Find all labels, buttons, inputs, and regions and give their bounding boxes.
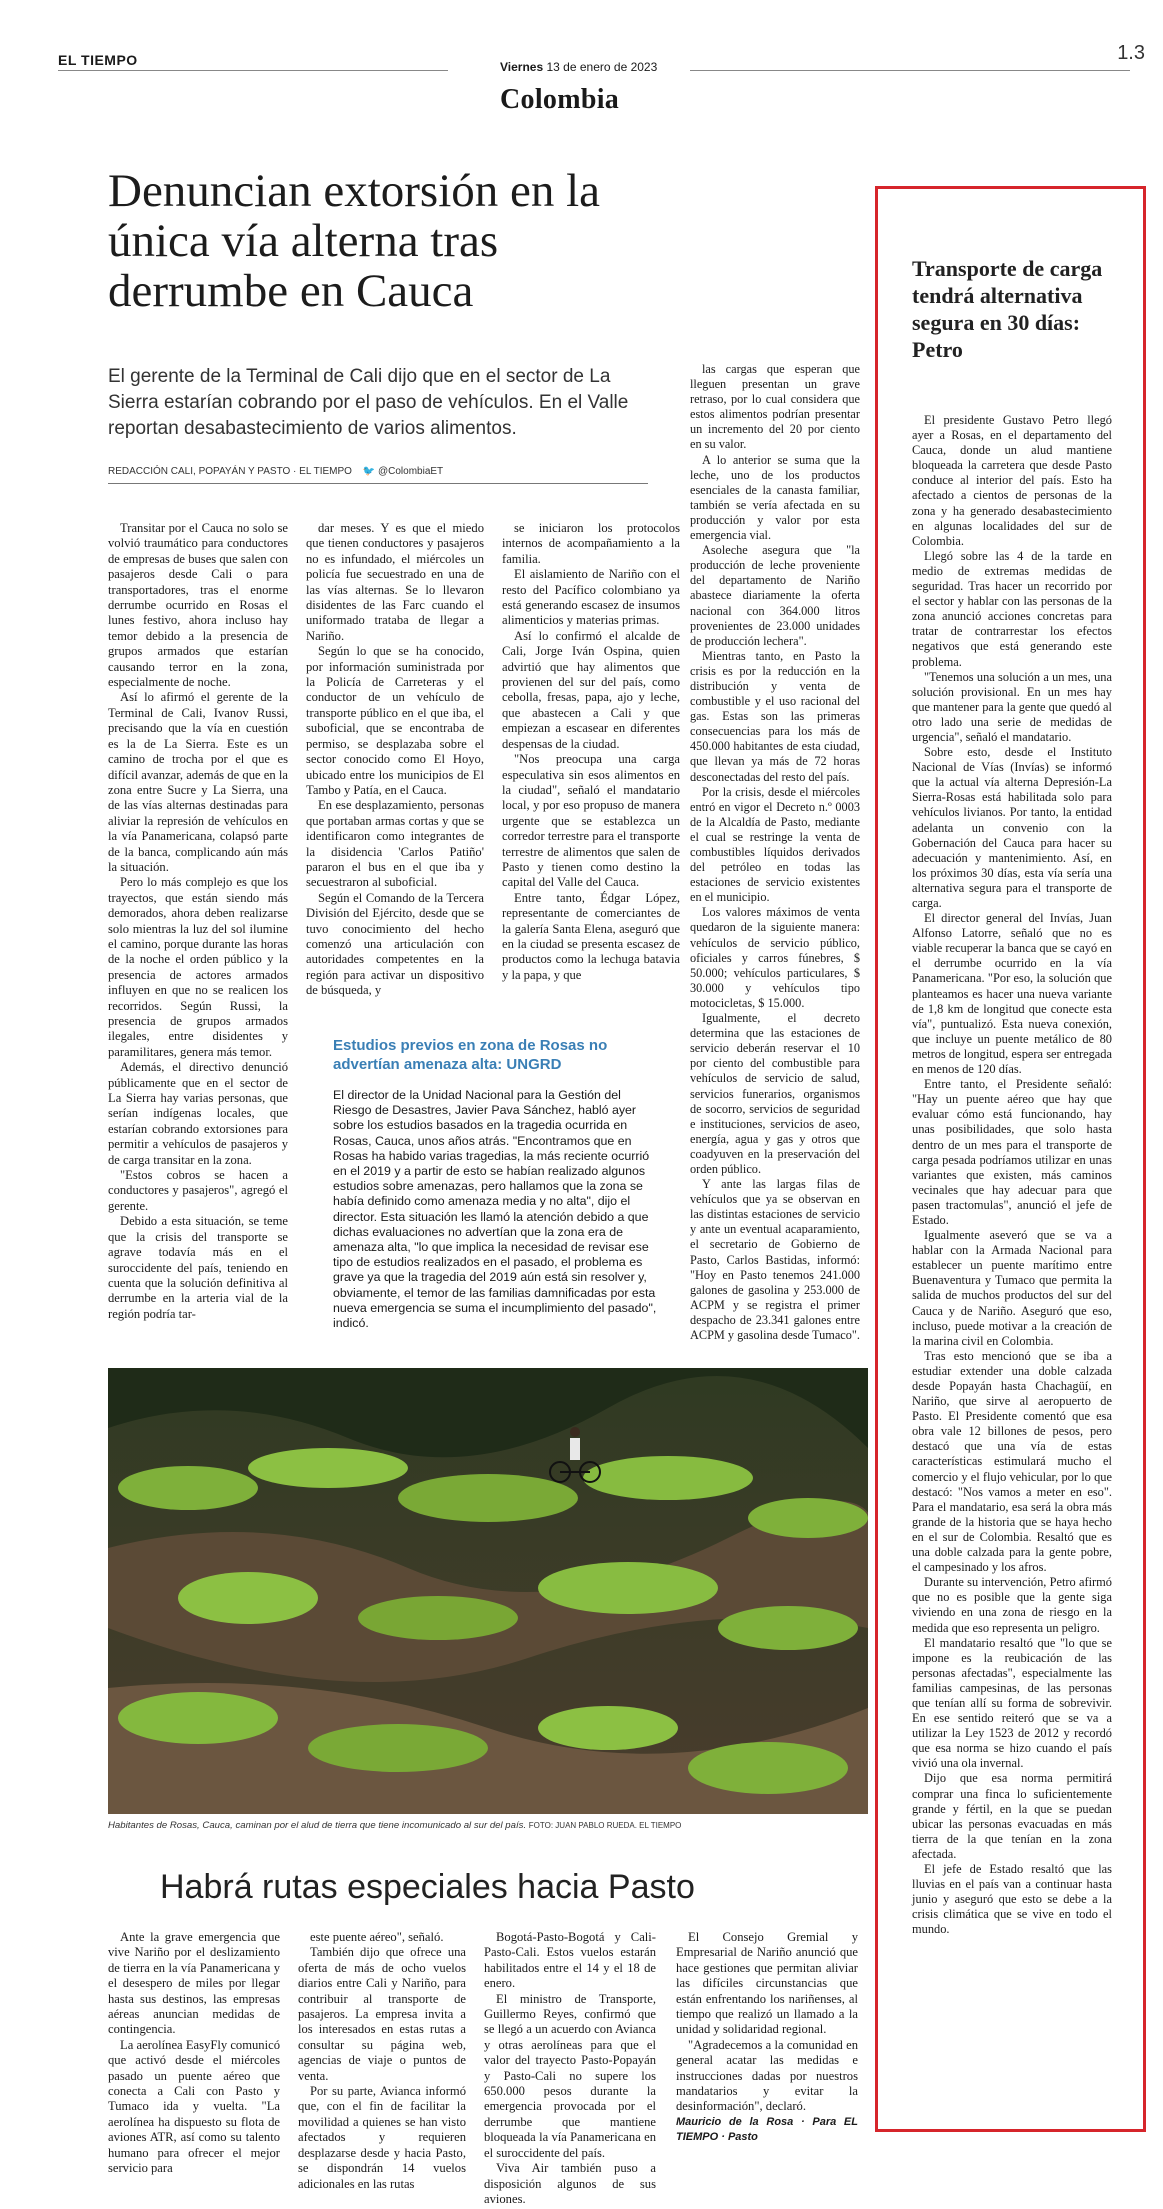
paragraph: El director general del Invías, Juan Alfonso Latorre, señaló que no es viable recuperar la banca que se cayó en el derrumbe ocurrido en la vía Panamericana. "Por eso, la solución que planteamos es hacer una nueva variante de 1,8 km de longitud que conecte esta vía", puntualizó. Esta nueva conexión, que incluye un puente metálico de 80 metros de longitud, espera ser entregada en menos de 120 días. [912, 911, 1112, 1077]
paragraph: Entre tanto, el Presidente señaló: "Hay un puente aéreo que hay que evaluar cómo está funcionando, hay unas posibilidades, que solo hasta dentro de un mes para el transporte de carga pesada podríamos utilizar en unas variantes que existen, más caminos vecinales que hay adecuar para que pasen tractomulas", anunció el jefe de Estado. [912, 1077, 1112, 1227]
paragraph: El jefe de Estado resaltó que las lluvias en el país van a continuar hasta junio y aseguró que esto se debe a la crisis climática que se vive en todo el mundo. [912, 1862, 1112, 1937]
paragraph: Igualmente, el decreto determina que las estaciones de servicio deberán reservar el 10 por ciento del combustible para vehículos de servicio de salud, servicios funerarios, organismos de socorro, servicios de seguridad e instituciones, servicios de aseo, energía, agua y gas y otros que coadyuven en la preservación del orden público. [690, 1011, 860, 1176]
paragraph: Sobre esto, desde el Instituto Nacional de Vías (Invías) se informó que la actual vía alterna Depresión-La Sierra-Rosas está habilitada solo para vehículos livianos. Por tanto, la entidad adelanta un convenio con la Gobernación del Cauca para hacer su adecuación y mantenimiento. Así, en los próximos 30 días, esta vía sería una alternativa segura para el transporte de carga. [912, 745, 1112, 910]
paragraph: este puente aéreo", señaló. [310, 1930, 444, 1944]
paragraph: Mientras tanto, en Pasto la crisis es por la reducción en la distribución y venta de combustible y el uso racional del gas. Estas son las primeras consecuencias para los más de 450.000 habitantes de esta ciudad, que llevan ya más de 72 horas desconectadas del resto del país. [690, 648, 860, 784]
date-rest: 13 de enero de 2023 [546, 60, 658, 74]
paragraph: Así lo confirmó el alcalde de Cali, Jorge Iván Ospina, quien advirtió que hay alimentos que provienen del sur del país, como cebolla, fresas, papa, ajo y leche, que abastecen a Cali y que empiezan a escasear en diferentes despensas de la ciudad. [502, 628, 680, 751]
paragraph: Por su parte, Avianca informó que, con el fin de facilitar la movilidad a quienes se han visto afectados y requieren desplazarse desde y hacia Pasto, se dispondrán 14 vuelos adicionales en las rutas [298, 2084, 466, 2191]
paragraph: "Tenemos una solución a un mes, una solución provisional. En un mes hay que mantener para la gente que quedó al otro lado una serie de medidas de urgencia", señaló el mandatario. [912, 669, 1112, 744]
paragraph: Asoleche asegura que "la producción de leche proveniente del departamento de Nariño abastece diariamente la oferta nacional con 364.000 litros provenientes de 23.000 unidades de producción lechera". [690, 543, 860, 648]
paragraph: El ministro de Transporte, Guillermo Reyes, confirmó que se llegó a un acuerdo con Avianca y otras aerolíneas para que el valor del trayecto Pasto-Popayán y Pasto-Cali no supere los 650.000 pesos durante la emergencia provocada por el derrumbe que mantiene bloqueada la vía Panamericana en el suroccidente del país. [484, 1991, 656, 2160]
paragraph: Durante su intervención, Petro afirmó que no es posible que la gente siga viviendo en una zona de riesgo en la medida que eso representa un peligro. [912, 1575, 1112, 1635]
sidebar-title: Transporte de carga tendrá alternativa segura en 30 días: Petro [912, 256, 1103, 362]
second-column-3 [484, 1930, 656, 2207]
main-column-3 [502, 521, 680, 983]
paragraph: dar meses. Y es que el miedo que tienen conductores y pasajeros no es infundado, el miércoles un policía fue secuestrado en una de las vías alternas. Se lo llevaron disidentes de las Farc cuando el uniformado trataba de llegar a Nariño. [306, 521, 484, 643]
paragraph: Por la crisis, desde el miércoles entró en vigor el Decreto n.º 0003 de la Alcaldía de Pasto, mediante el cual se restringe la venta de combustibles líquidos derivados del petróleo en todas las estaciones de servicio existentes en el municipio. [690, 784, 860, 905]
author-signature: Mauricio de la Rosa · Para EL TIEMPO · Pasto [676, 2115, 858, 2144]
paragraph: "Agradecemos a la comunidad en general acatar las medidas e instrucciones dadas por nuestros mandatarios y evitar la desinformación", declaró. [676, 2037, 858, 2114]
paragraph: Bogotá-Pasto-Bogotá y Cali-Pasto-Cali. Estos vuelos estarán habilitados entre el 14 y el 18 de enero. [484, 1930, 656, 1991]
header-rule-right [690, 70, 1130, 71]
landslide-photo [108, 1368, 868, 1814]
twitter-handle[interactable]: @ColombiaET [377, 466, 444, 477]
second-column-1 [108, 1930, 280, 2177]
paragraph: También dijo que ofrece una oferta de más de ocho vuelos diarios entre Cali y Nariño, para contribuir al transporte de pasajeros. La empresa invita a los interesados en estas rutas a consultar su página web, agencias de viaje o puntos de venta. [298, 1945, 466, 2083]
paragraph: Viva Air también puso a disposición algunos de sus aviones. [484, 2161, 656, 2206]
paragraph: Transitar por el Cauca no solo se volvió traumático para conductores de empresas de buses que salen con pasajeros desde Cali o para transportadores, tras el enorme derrumbe ocurrido en Rosas el lunes festivo, ahora incluso hay temor debido a la presencia de grupos armados que estarían causando terror en la zona, especialmente de noche. [108, 521, 288, 690]
paragraph: Según el Comando de la Tercera División del Ejército, desde que se tuvo conocimiento del hecho comenzó una articulación con autoridades competentes en la región para activar un dispositivo de búsqueda, y [306, 890, 484, 998]
paragraph: Tras esto mencionó que se iba a estudiar extender una doble calzada desde Popayán hasta Chachagüí, en Nariño, que sirve al aeropuerto de Pasto. El Presidente comentó que esa obra vale 12 billones de pesos, pero destacó que una vía de estas características estimulará mucho el comercio y el flujo vehicular, por lo que destacó: "Nos vamos a meter en eso". Para el mandatario, esa será la obra más grande de la historia que se haya hecho en el sur de Colombia. Resaltó que es una doble calzada para la gente pobre, el campesinado y los afros. [912, 1348, 1112, 1575]
paragraph: Los valores máximos de venta quedaron de la siguiente manera: vehículos de servicio público, oficiales y carros fúnebres, $ 50.000; vehículos particulares, $ 30.000 y vehículos tipo motocicletas, $ 15.000. [690, 905, 860, 1010]
section-title: Colombia [500, 84, 620, 115]
photo-caption [108, 1820, 868, 1831]
paragraph: El presidente Gustavo Petro llegó ayer a Rosas, en el departamento del Cauca, donde un alud mantiene bloqueada la carretera que desde Pasto conduce al interior del país. Esto ha afectado a cientos de personas de la zona y ha generado desabastecimiento en algunas localidades del sur de Colombia. [912, 413, 1112, 548]
photo-credit: FOTO: JUAN PABLO RUEDA. EL TIEMPO [528, 1821, 682, 1830]
main-column-4 [690, 362, 860, 1343]
paragraph: La aerolínea EasyFly comunicó que activó desde el miércoles pasado un puente aéreo que conecta a Cali con Pasto y Tumaco ida y vuelta. "La aerolínea ha dispuesto su flota de aviones ATR, así como su talento humano para ofrecer el mejor servicio para [108, 2037, 280, 2176]
paragraph: "Nos preocupa una carga especulativa sin esos alimentos en la ciudad", señaló el mandatario local, y por eso propuso de manera urgente que se establezca un corredor terrestre para el transporte terrestre de alimentos que salen de Pasto y tienen como destino la capital del Valle del Cauca. [502, 752, 680, 890]
paragraph: Ante la grave emergencia que vive Nariño por el deslizamiento de tierra en la vía Panamericana y el desespero de miles por llegar hasta sus destinos, las empresas aéreas anuncian medidas de contingencia. [108, 1930, 280, 2037]
paragraph: Debido a esta situación, se teme que la crisis del transporte se agrave todavía más en el suroccidente del país, teniendo en cuenta que la solución definitiva al derrumbe en la arteria vial de la región podría tar- [108, 1214, 288, 1321]
main-headline: Denuncian extorsión en la única vía alterna tras derrumbe en Cauca [108, 165, 601, 317]
sidebar-body [912, 413, 1112, 1937]
inset-title: Estudios previos en zona de Rosas no advertían amenaza alta: UNGRD [333, 1037, 608, 1073]
paragraph: El Consejo Gremial y Empresarial de Nariño anunció que hace gestiones que permitan aliviar las difíciles circunstancias que están enfrentando los nariñenses, al tiempo que realizó un llamado a la unidad y solidaridad regional. [676, 1930, 858, 2037]
landslide-image [108, 1368, 868, 1814]
second-column-2 [298, 1930, 466, 2192]
byline [108, 466, 648, 484]
weekday: Viernes [500, 60, 544, 74]
masthead: EL TIEMPO [58, 52, 138, 68]
paragraph: En ese desplazamiento, personas que portaban armas cortas y que se identificaron como integrantes de la disidencia 'Carlos Patiño' pararon el bus en el que iba y secuestraron al suboficial. [306, 798, 484, 890]
paragraph: A lo anterior se suma que la leche, uno de los productos esenciales de la canasta familiar, también se vería afectada en su producción y valor por esta emergencia vial. [690, 452, 860, 543]
paragraph: se iniciaron los protocolos internos de acompañamiento a la familia. [502, 521, 680, 566]
main-dek: El gerente de la Terminal de Cali dijo que en el sector de La Sierra estarían cobrando por el paso de vehículos. En el Valle reportan desabastecimiento de varios alimentos. [108, 366, 629, 439]
byline-text: REDACCIÓN CALI, POPAYÁN Y PASTO · EL TIEMPO [108, 466, 352, 477]
paragraph: Pero lo más complejo es que los trayectos, que están siendo más demorados, ahora deben realizarse solo mientras la luz del sol ilumine el camino, porque durante las horas de la noche el orden público y la presencia de actores armados influyen en que no se realicen los recorridos. Según Russi, la presencia de grupos armados ilegales, entre disidentes y paramilitares, genera más temor. [108, 875, 288, 1059]
paragraph: Llegó sobre las 4 de la tarde en medio de extremas medidas de seguridad. Tras hacer un recorrido por el sector y hablar con las personas de la zona anunció acciones concretas para tratar de contrarrestar los efectos negativos que está generando este problema. [912, 548, 1112, 669]
paragraph: Dijo que esa norma permitirá comprar una finca lo suficientemente grande y fértil, en la que se puedan ubicar las personas evacuadas en más tierra de la que tenían en la zona afectada. [912, 1771, 1112, 1861]
paragraph: Y ante las largas filas de vehículos que ya se observan en las distintas estaciones de servicio y ante un eventual acaparamiento, el secretario de Gobierno de Pasto, Carlos Bastidas, informó: "Hoy en Pasto tenemos 241.000 galones de gasolina y 253.000 de ACPM y se registra el primer despacho de 23.341 galones entre ACPM y gasolina desde Tumaco". [690, 1177, 861, 1342]
header-rule-left [58, 70, 448, 71]
paragraph: Así lo afirmó el gerente de la Terminal de Cali, Ivanov Russi, precisando que la vía en cuestión es la de La Sierra. Este es un camino de trocha por el que es difícil avanzar, además de que en la zona entre Sucre y La Sierra, una de las vías alternas destinadas para aliviar la represión de vehículos en la vía Panamericana, colapsó parte de la banca, complicando aún más la situación. [108, 690, 288, 874]
issue-date [500, 60, 657, 74]
paragraph: "Estos cobros se hacen a conductores y pasajeros", agregó el gerente. [108, 1168, 288, 1213]
main-column-1 [108, 521, 288, 1322]
caption-text: Habitantes de Rosas, Cauca, caminan por el alud de tierra que tiene incomunicado al sur del país. [108, 1820, 527, 1831]
inset-body: El director de la Unidad Nacional para la Gestión del Riesgo de Desastres, Javier Pava Sánchez, habló ayer sobre los estudios basados en la tragedia ocurrida en Rosas, Cauca, unos años atrás. "Encontramos que en Rosas ha habido varias tragedias, la más reciente ocurrió en el 2019 y a partir de esto se habían realizado algunos estudios sobre amenazas, pero hallamos que la zona se había definido como amenaza media y no alta", dijo el director. Esta situación les llamó la atención debido a que dichas evaluaciones no advertían que la zona era de amenaza alta, "lo que implica la necesidad de revisar ese tipo de estudios realizados en el pasado, el problema es grave ya que la tragedia del 2019 aún está sin resolver y, obviamente, el temor de las familias damnificadas por esta nueva emergencia se suma el incumplimiento del pasado", indicó. [333, 1088, 657, 1331]
second-column-4 [676, 1930, 858, 2146]
paragraph: El aislamiento de Nariño con el resto del Pacífico colombiano ya está generando escasez de insumos alimenticios y materias primas. [502, 567, 680, 628]
paragraph: las cargas que esperan que lleguen presentan un grave retraso, por lo cual considera que estos alimentos podrían presentar un incremento del 20 por ciento en su valor. [690, 362, 860, 452]
paragraph: Igualmente aseveró que se va a hablar con la Armada Nacional para establecer un puente marítimo entre Buenaventura y Tumaco que permita la salida de muchos productos del sur del Cauca y de Nariño. Aseguró que eso, incluso, puede motivar a la creación de la marina civil en Colombia. [912, 1228, 1112, 1348]
page-number: 1.3 [1117, 42, 1145, 64]
main-column-2 [306, 521, 484, 999]
second-headline: Habrá rutas especiales hacia Pasto [160, 1868, 695, 1906]
twitter-icon: 🐦 [362, 466, 376, 477]
paragraph: Además, el directivo denunció públicamente que en el sector de La Sierra hay varias personas, que serían indígenas locales, que estarían cobrando extorsiones para permitir a vehículos de pasajeros y de carga transitar en la zona. [108, 1060, 288, 1167]
paragraph: Según lo que se ha conocido, por información suministrada por la Policía de Carreteras y el conductor de un vehículo de transporte público en el que iba, el suboficial, que se encontraba de permiso, se desplazaba sobre el sector conocido como El Hoyo, ubicado entre los municipios de El Tambo y Patía, en el Cauca. [306, 644, 484, 797]
paragraph: Entre tanto, Édgar López, representante de comerciantes de la galería Santa Elena, aseguró que en la ciudad se presenta escasez de productos como la lechuga batavia y la papa, y que [502, 890, 680, 982]
paragraph: El mandatario resaltó que "lo que se impone es la reubicación de las personas afectadas", especialmente las familias campesinas, de las personas que tenían allí su forma de sobrevivir. En ese sentido reiteró que se va a utilizar la Ley 1523 de 2012 y recordó que esa norma se hizo cuando el país vivió una ola invernal. [912, 1635, 1112, 1771]
